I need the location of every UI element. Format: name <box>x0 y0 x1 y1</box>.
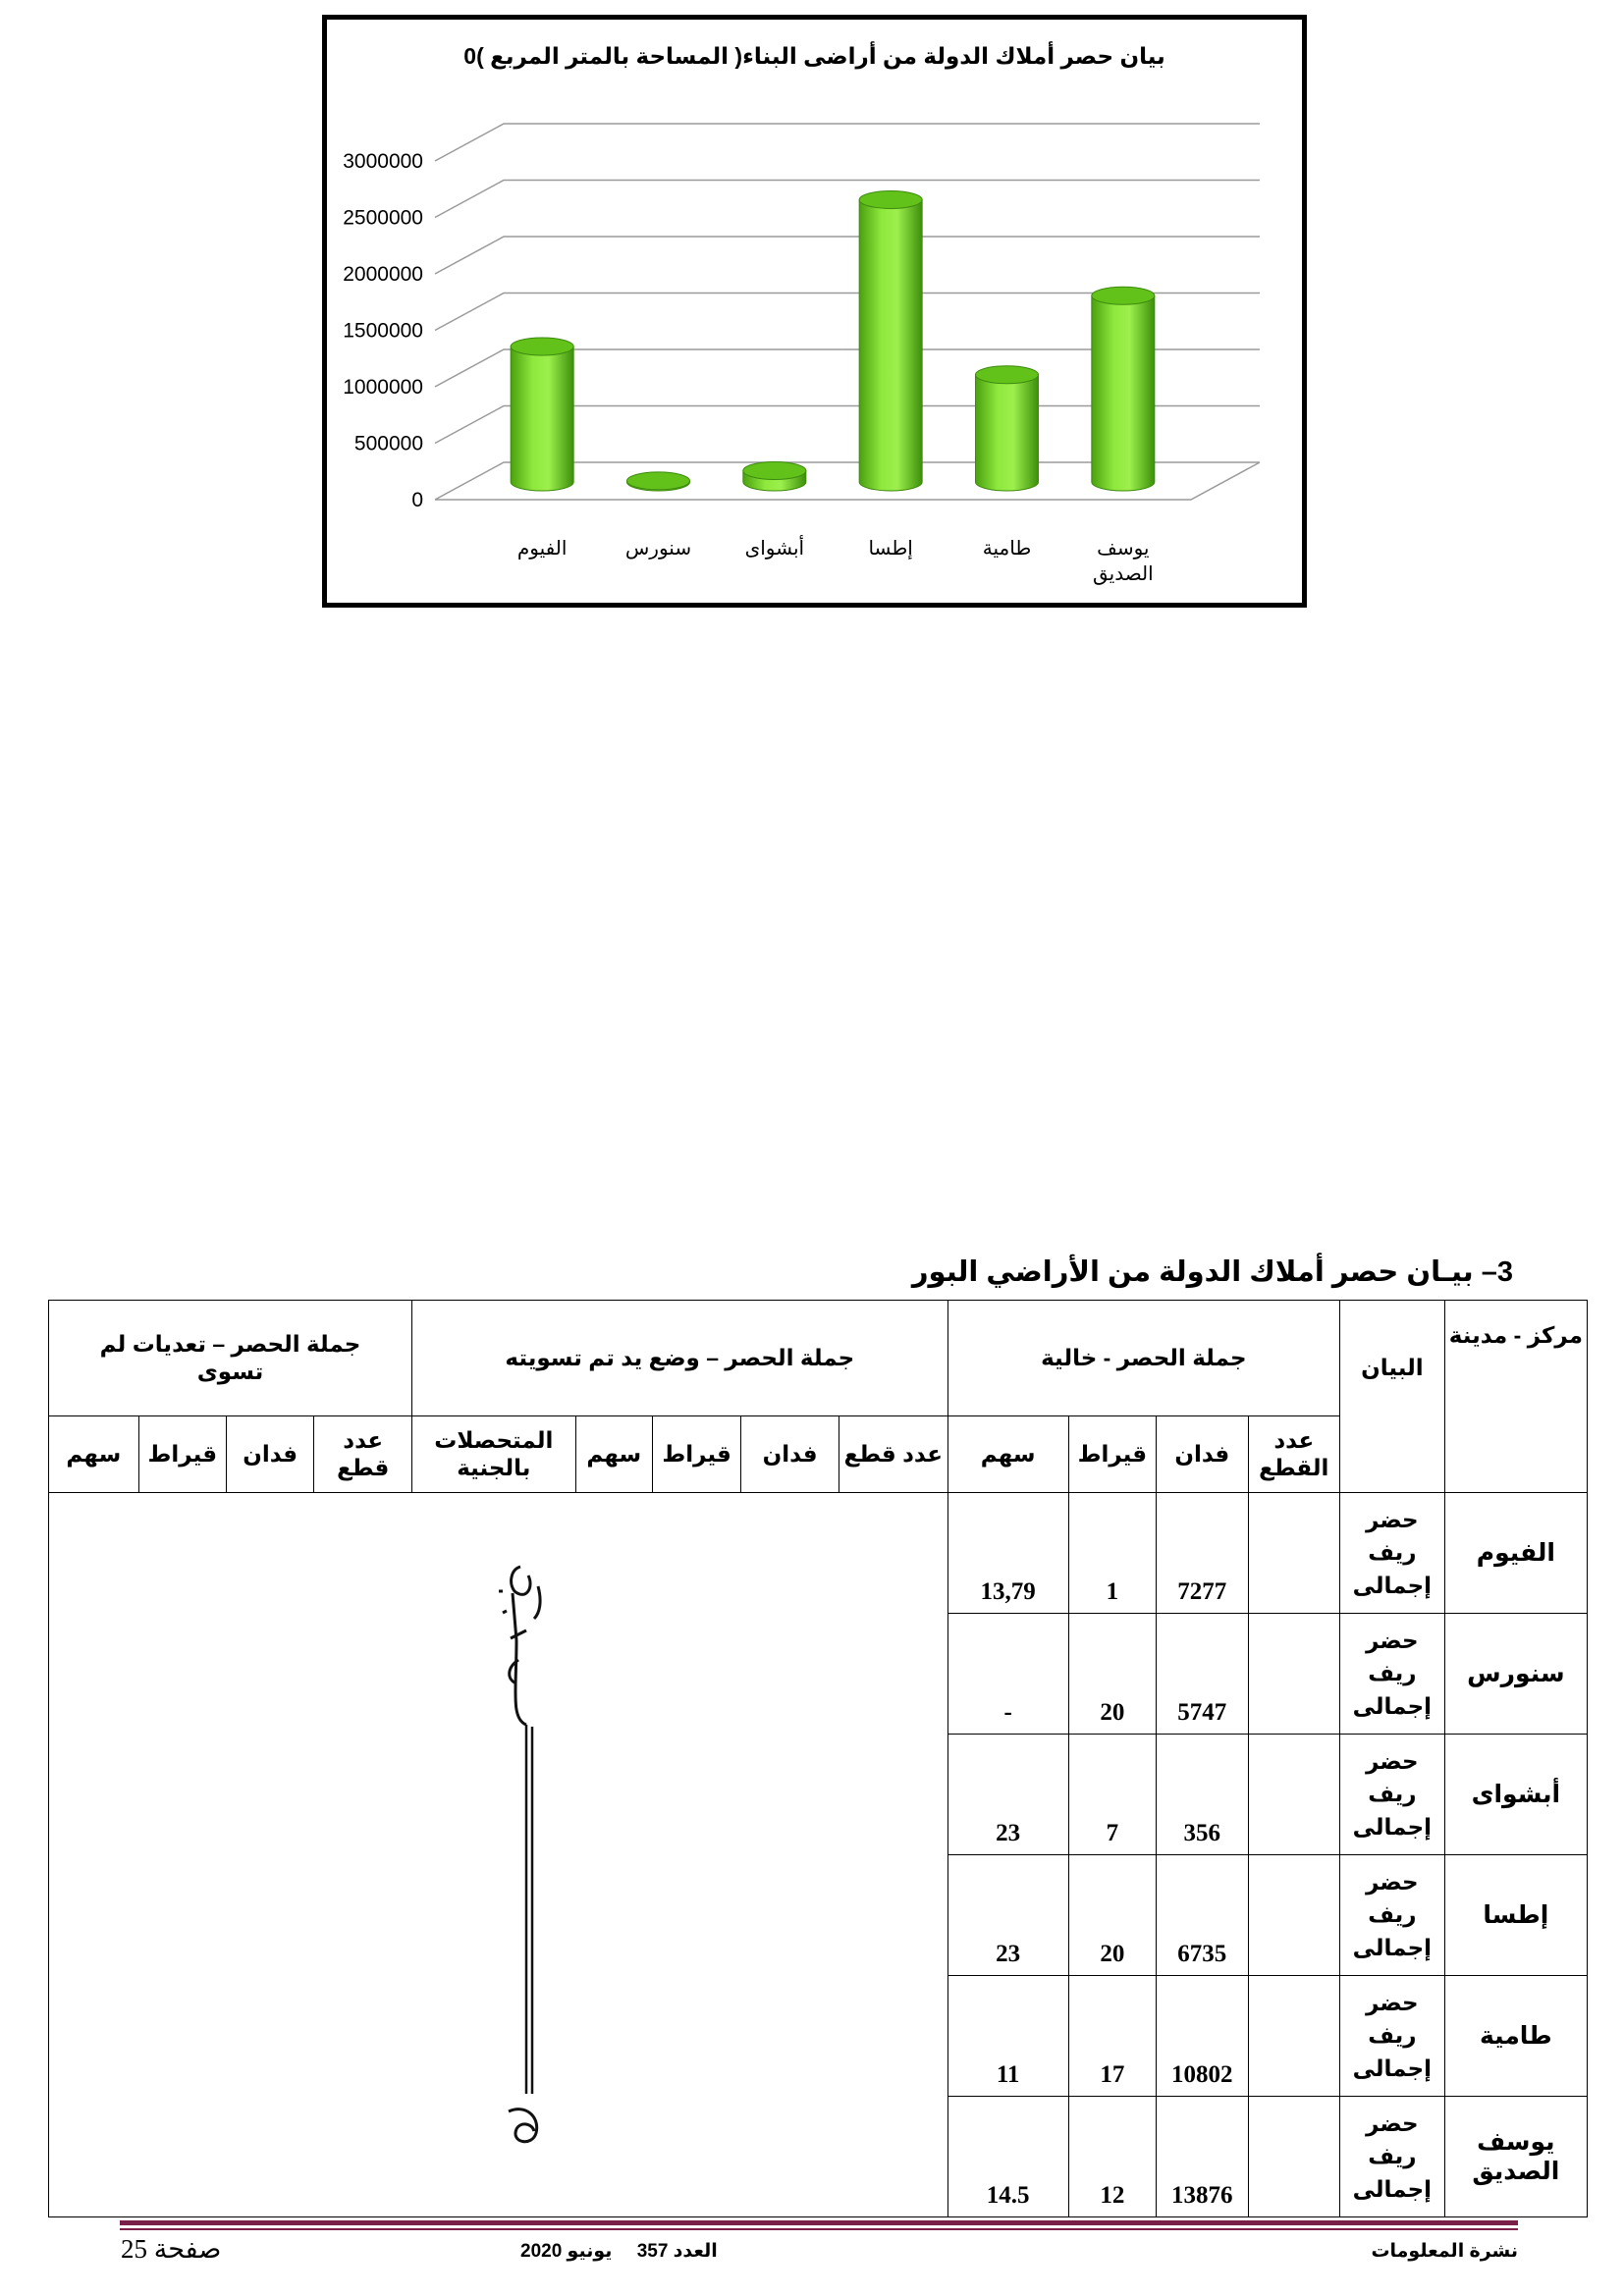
cell-vacant-feddan: 7277 <box>1157 1493 1248 1614</box>
cell-center: يوسف الصديق <box>1444 2097 1587 2217</box>
header-statement: البيان <box>1340 1301 1445 1493</box>
cell-vacant-sahm: 13,79 <box>947 1493 1068 1614</box>
y-tick-label: 500000 <box>353 432 423 455</box>
statement-label: ريف <box>1368 2143 1417 2169</box>
cell-vacant-plots <box>1248 2097 1339 2217</box>
x-category-label: طامية <box>982 538 1032 560</box>
cell-statement <box>1340 2097 1445 2217</box>
header-settled-feddan: فدان <box>741 1416 839 1493</box>
header-unsettled-plots: عدد قطع <box>314 1416 412 1493</box>
cell-center: أبشواى <box>1444 1735 1587 1855</box>
x-category-label: الفيوم <box>516 538 568 560</box>
footer-bulletin-name: نشرة المعلومات <box>1371 2241 1518 2262</box>
statement-label: إجمالى <box>1352 2055 1433 2081</box>
cell-statement <box>1340 1614 1445 1735</box>
statement-label: إجمالى <box>1352 1692 1433 1719</box>
statement-label: ريف <box>1368 1539 1417 1566</box>
statement-label: إجمالى <box>1352 1813 1433 1840</box>
table-wrapper <box>48 1300 1588 2217</box>
cell-vacant-qirat: 20 <box>1068 1855 1156 1976</box>
y-tick-label: 2500000 <box>343 206 423 230</box>
header-settled-revenue: المتحصلات بالجنية <box>411 1416 575 1493</box>
cell-vacant-plots <box>1248 1735 1339 1855</box>
x-category-label: إطسا <box>868 538 913 560</box>
header-vacant-group: جملة الحصر - خالية <box>947 1301 1339 1416</box>
table-row <box>49 1493 1588 1614</box>
handwritten-mark <box>49 1493 972 2180</box>
cell-vacant-plots <box>1248 1855 1339 1976</box>
bar <box>976 366 1039 491</box>
footer-rule-thick <box>120 2220 1518 2225</box>
cell-statement <box>1340 1493 1445 1614</box>
cell-vacant-sahm: 14.5 <box>947 2097 1068 2217</box>
statement-label: حضر <box>1366 1868 1419 1895</box>
bar-chart <box>327 20 1302 603</box>
cell-vacant-plots <box>1248 1614 1339 1735</box>
header-unsettled-group: جملة الحصر – تعديات لم تسوى <box>49 1301 412 1416</box>
header-unsettled-sahm: سهم <box>49 1416 139 1493</box>
chart-frame <box>322 15 1307 608</box>
header-settled-group: جملة الحصر – وضع يد تم تسويته <box>411 1301 947 1416</box>
cell-vacant-qirat: 7 <box>1068 1735 1156 1855</box>
statement-label: حضر <box>1366 1989 1419 2015</box>
cell-center: طامية <box>1444 1976 1587 2097</box>
gridline <box>435 181 1260 218</box>
header-settled-qirat: قيراط <box>652 1416 740 1493</box>
header-settled-sahm: سهم <box>575 1416 652 1493</box>
header-vacant-feddan: فدان <box>1157 1416 1248 1493</box>
y-tick-label: 1000000 <box>343 376 423 399</box>
statement-label: حضر <box>1366 1506 1419 1532</box>
header-vacant-qirat: قيراط <box>1068 1416 1156 1493</box>
footer-page-number: صفحة 25 <box>121 2234 222 2264</box>
statement-label: ريف <box>1368 1660 1417 1686</box>
statement-label: حضر <box>1366 1627 1419 1653</box>
statement-label: ريف <box>1368 2022 1417 2049</box>
bar <box>1092 287 1155 491</box>
header-vacant-sahm: سهم <box>947 1416 1068 1493</box>
cell-statement <box>1340 1976 1445 2097</box>
bar <box>743 462 806 492</box>
header-unsettled-feddan: فدان <box>226 1416 313 1493</box>
state-land-table <box>48 1300 1588 2217</box>
statement-label: إجمالى <box>1352 1572 1433 1598</box>
y-tick-label: 1500000 <box>343 319 423 343</box>
cell-center: سنورس <box>1444 1614 1587 1735</box>
gridline <box>435 237 1260 274</box>
cell-statement <box>1340 1735 1445 1855</box>
bar <box>859 191 922 492</box>
statement-label: حضر <box>1366 2109 1419 2136</box>
cell-center: الفيوم <box>1444 1493 1587 1614</box>
cell-vacant-plots <box>1248 1976 1339 2097</box>
cell-vacant-sahm: 11 <box>947 1976 1068 2097</box>
cell-vacant-sahm: 23 <box>947 1735 1068 1855</box>
statement-label: حضر <box>1366 1747 1419 1774</box>
footer-issue-number: العدد 357 <box>636 2241 718 2262</box>
cell-vacant-feddan: 6735 <box>1157 1855 1248 1976</box>
statement-label: ريف <box>1368 1781 1417 1807</box>
cell-center: إطسا <box>1444 1855 1587 1976</box>
statement-label: إجمالى <box>1352 1934 1433 1960</box>
header-vacant-plots: عدد القطع <box>1248 1416 1339 1493</box>
cell-vacant-qirat: 20 <box>1068 1614 1156 1735</box>
x-category-label: سنورس <box>624 538 692 560</box>
empty-settled-unsettled-area <box>49 1493 948 2217</box>
footer-date: يونيو 2020 <box>520 2241 613 2262</box>
footer-rule-thin <box>120 2228 1518 2230</box>
header-center: مركز - مدينة <box>1444 1301 1587 1493</box>
gridline <box>435 124 1260 161</box>
cell-vacant-feddan: 356 <box>1157 1735 1248 1855</box>
cell-vacant-qirat: 12 <box>1068 2097 1156 2217</box>
header-settled-plots: عدد قطع <box>839 1416 947 1493</box>
cell-vacant-sahm: 23 <box>947 1855 1068 1976</box>
header-unsettled-qirat: قيراط <box>138 1416 226 1493</box>
cell-vacant-qirat: 1 <box>1068 1493 1156 1614</box>
bar <box>627 472 690 491</box>
x-category-label: يوسف الصديق <box>1092 538 1154 585</box>
chart-title: بيان حصر أملاك الدولة من أراضى البناء( المساحة بالمتر المربع )0 <box>463 43 1165 69</box>
y-tick-label: 2000000 <box>343 263 423 286</box>
footer-issue <box>511 2240 728 2263</box>
cell-vacant-feddan: 10802 <box>1157 1976 1248 2097</box>
x-category-label: أبشواى <box>744 538 805 560</box>
cell-vacant-feddan: 13876 <box>1157 2097 1248 2217</box>
statement-label: ريف <box>1368 1901 1417 1928</box>
bar <box>511 338 573 491</box>
y-tick-label: 0 <box>411 489 423 511</box>
cell-vacant-qirat: 17 <box>1068 1976 1156 2097</box>
cell-statement <box>1340 1855 1445 1976</box>
cell-vacant-plots <box>1248 1493 1339 1614</box>
section-heading: 3– بيـان حصر أملاك الدولة من الأراضي البور <box>911 1256 1513 1288</box>
y-tick-label: 3000000 <box>343 150 423 173</box>
cell-vacant-feddan: 5747 <box>1157 1614 1248 1735</box>
cell-vacant-sahm: - <box>947 1614 1068 1735</box>
statement-label: إجمالى <box>1352 2175 1433 2202</box>
